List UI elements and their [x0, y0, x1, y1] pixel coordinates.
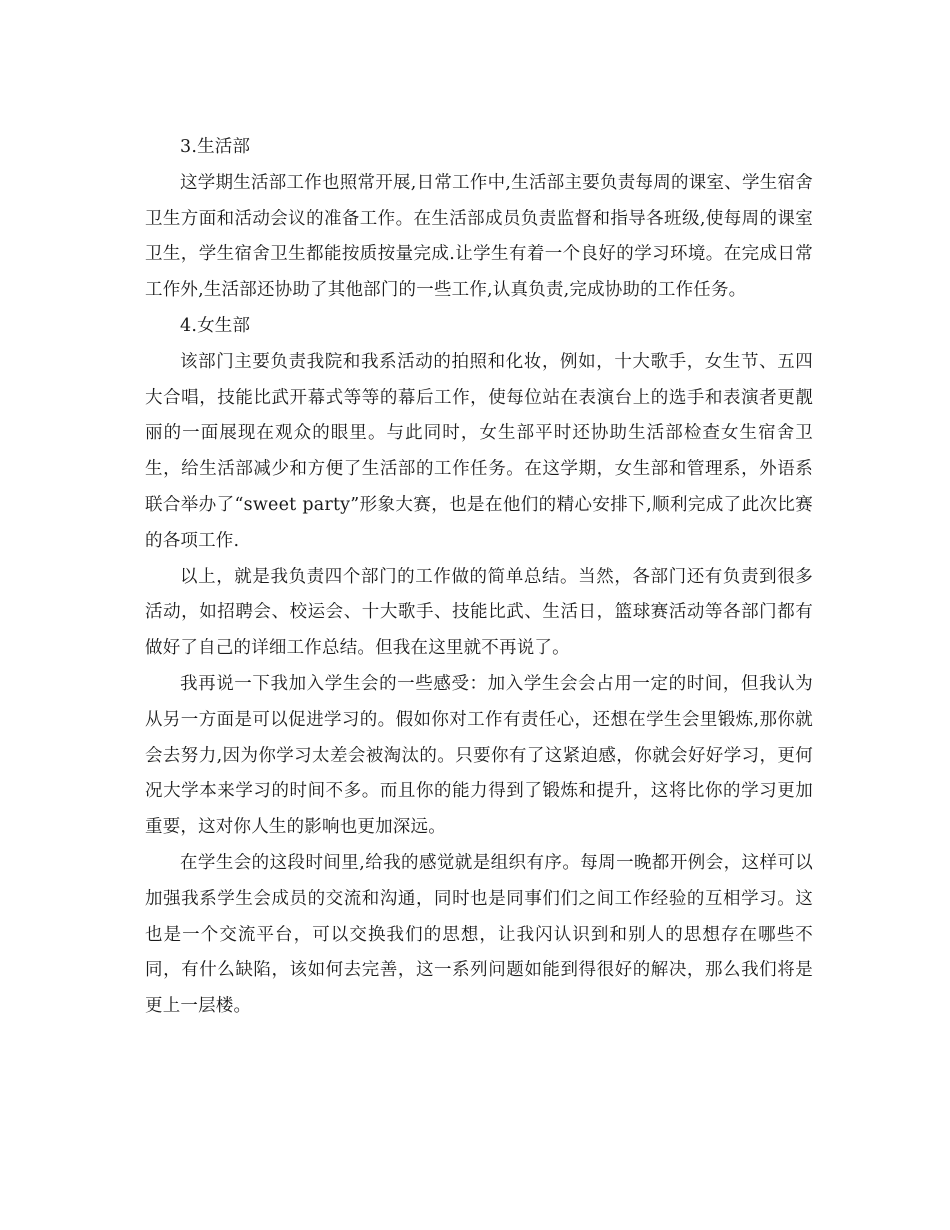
paragraph-feelings: 我再说一下我加入学生会的一些感受：加入学生会会占用一定的时间，但我认为从另一方面是可以促进学习的。假如你对工作有责任心，还想在学生会里锻炼,那你就会去努力,因为你学习太差会被淘汰的。只要你有了这紧迫感，你就会好好学习，更何况大学本来学习的时间不多。而且你的能力得到了锻炼和提升，这将比你的学习更加重要，这对你人生的影响也更加深远。 [145, 673, 813, 838]
paragraph-life-dept: 这学期生活部工作也照常开展,日常工作中,生活部主要负责每周的课室、学生宿舍卫生方面和活动会议的准备工作。在生活部成员负责监督和指导各班级,使每周的课室卫生，学生宿舍卫生都能按质按量完成.让学生有着一个良好的学习环境。在完成日常工作外,生活部还协助了其他部门的一些工作,认真负责,完成协助的工作任务。 [145, 172, 813, 301]
paragraph-girls-dept: 该部门主要负责我院和我系活动的拍照和化妆，例如，十大歌手，女生节、五四大合唱，技能比武开幕式等等的幕后工作，使每位站在表演台上的选手和表演者更靓丽的一面展现在观众的眼里。与此同时，女生部平时还协助生活部检查女生宿舍卫生，给生活部减少和方便了生活部的工作任务。在这学期，女生部和管理系，外语系联合举办了“sweet party”形象大赛，也是在他们的精心安排下,顺利完成了此次比赛的各项工作. [145, 351, 813, 551]
section-heading-life-dept: 3.生活部 [180, 137, 251, 157]
section-heading-girls-dept: 4.女生部 [180, 315, 251, 336]
paragraph-organization: 在学生会的这段时间里,给我的感觉就是组织有序。每周一晚都开例会，这样可以加强我系学生会成员的交流和沟通，同时也是同事们们之间工作经验的互相学习。这也是一个交流平台，可以交换我们的思想，让我闪认识到和别人的思想存在哪些不同，有什么缺陷，该如何去完善，这一系列问题如能到得很好的解决，那么我们将是更上一层楼。 [145, 852, 813, 1017]
document-body [145, 130, 813, 1025]
paragraph-summary: 以上，就是我负责四个部门的工作做的简单总结。当然，各部门还有负责到很多活动，如招聘会、校运会、十大歌手、技能比武、生活日，篮球赛活动等各部门都有做好了自己的详细工作总结。但我在这里就不再说了。 [145, 566, 813, 659]
